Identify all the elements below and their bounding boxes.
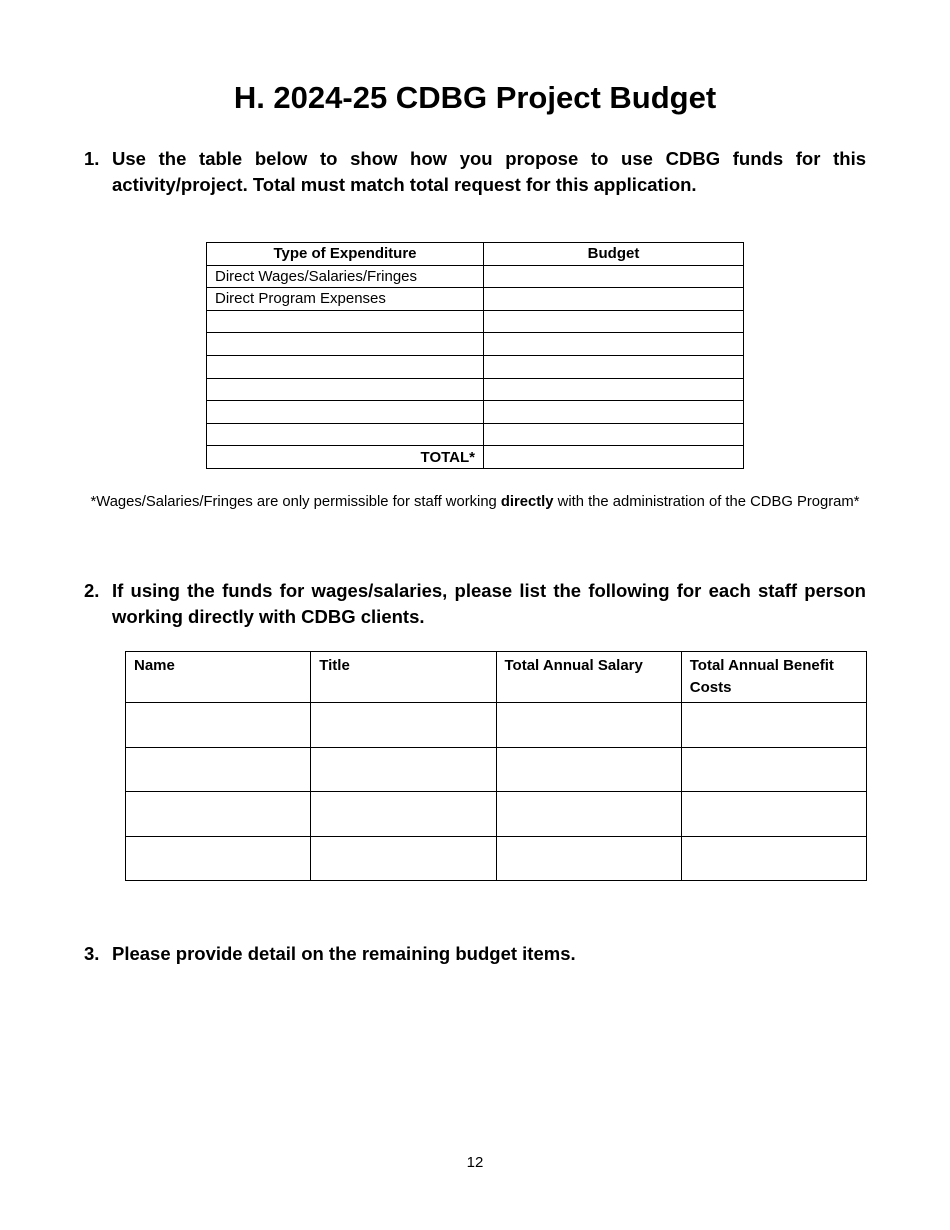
table-row <box>207 378 744 401</box>
wages-footnote <box>84 491 866 513</box>
table-row <box>126 792 867 837</box>
page-number: 12 <box>466 1154 484 1171</box>
staff-benefits-cell[interactable] <box>681 836 866 881</box>
budget-amount-cell[interactable] <box>484 355 744 378</box>
table-row <box>207 333 744 356</box>
staff-title-cell[interactable] <box>311 703 496 748</box>
budget-header-type: Type of Expenditure <box>207 243 484 266</box>
staff-table-header-row <box>126 652 867 703</box>
expenditure-type-cell[interactable] <box>207 423 484 446</box>
staff-name-cell[interactable] <box>126 703 311 748</box>
question-2 <box>84 578 866 630</box>
expenditure-type-cell[interactable]: Direct Program Expenses <box>207 288 484 311</box>
staff-salary-cell[interactable] <box>496 703 681 748</box>
staff-benefits-cell[interactable] <box>681 703 866 748</box>
staff-title-cell[interactable] <box>311 836 496 881</box>
staff-benefits-cell[interactable] <box>681 792 866 837</box>
question-3 <box>84 941 866 967</box>
expenditure-type-cell[interactable] <box>207 378 484 401</box>
question-2-number: 2. <box>84 580 100 601</box>
staff-title-cell[interactable] <box>311 792 496 837</box>
staff-name-cell[interactable] <box>126 747 311 792</box>
budget-table <box>206 242 744 469</box>
table-row <box>207 401 744 424</box>
table-row <box>207 423 744 446</box>
budget-header-budget: Budget <box>484 243 744 266</box>
budget-amount-cell[interactable] <box>484 288 744 311</box>
budget-amount-cell[interactable] <box>484 265 744 288</box>
budget-amount-cell[interactable] <box>484 401 744 424</box>
table-row <box>126 703 867 748</box>
table-row <box>126 836 867 881</box>
staff-salary-cell[interactable] <box>496 836 681 881</box>
staff-header-salary: Total Annual Salary <box>496 652 681 703</box>
question-1-number: 1. <box>84 148 100 169</box>
total-label: TOTAL* <box>207 446 484 469</box>
expenditure-type-cell[interactable] <box>207 333 484 356</box>
table-row <box>207 288 744 311</box>
budget-amount-cell[interactable] <box>484 378 744 401</box>
budget-total-row <box>207 446 744 469</box>
staff-table <box>125 651 867 881</box>
question-3-number: 3. <box>84 943 100 964</box>
expenditure-type-cell[interactable]: Direct Wages/Salaries/Fringes <box>207 265 484 288</box>
table-row <box>207 265 744 288</box>
table-row <box>207 310 744 333</box>
total-amount-cell[interactable] <box>484 446 744 469</box>
page-title: H. 2024-25 CDBG Project Budget <box>233 80 717 115</box>
budget-amount-cell[interactable] <box>484 333 744 356</box>
staff-salary-cell[interactable] <box>496 747 681 792</box>
staff-title-cell[interactable] <box>311 747 496 792</box>
footnote-text-after: with the administration of the CDBG Program* <box>553 494 860 510</box>
footnote-emphasis: directly <box>500 494 554 510</box>
footnote-text-before: *Wages/Salaries/Fringes are only permissible for staff working <box>90 494 501 510</box>
budget-amount-cell[interactable] <box>484 423 744 446</box>
question-1-text: Use the table below to show how you propose to use CDBG funds for this activity/project. Total must match total request for this application. <box>112 148 866 195</box>
question-1 <box>84 146 866 198</box>
table-row <box>126 747 867 792</box>
expenditure-type-cell[interactable] <box>207 310 484 333</box>
table-row <box>207 355 744 378</box>
staff-name-cell[interactable] <box>126 792 311 837</box>
expenditure-type-cell[interactable] <box>207 401 484 424</box>
budget-amount-cell[interactable] <box>484 310 744 333</box>
staff-header-name: Name <box>126 652 311 703</box>
staff-salary-cell[interactable] <box>496 792 681 837</box>
budget-table-header-row <box>207 243 744 266</box>
staff-header-title: Title <box>311 652 496 703</box>
staff-header-benefits: Total Annual Benefit Costs <box>681 652 866 703</box>
staff-name-cell[interactable] <box>126 836 311 881</box>
expenditure-type-cell[interactable] <box>207 355 484 378</box>
question-2-text: If using the funds for wages/salaries, please list the following for each staff person working directly with CDBG clients. <box>112 580 866 627</box>
staff-benefits-cell[interactable] <box>681 747 866 792</box>
question-3-text: Please provide detail on the remaining budget items. <box>112 943 576 964</box>
